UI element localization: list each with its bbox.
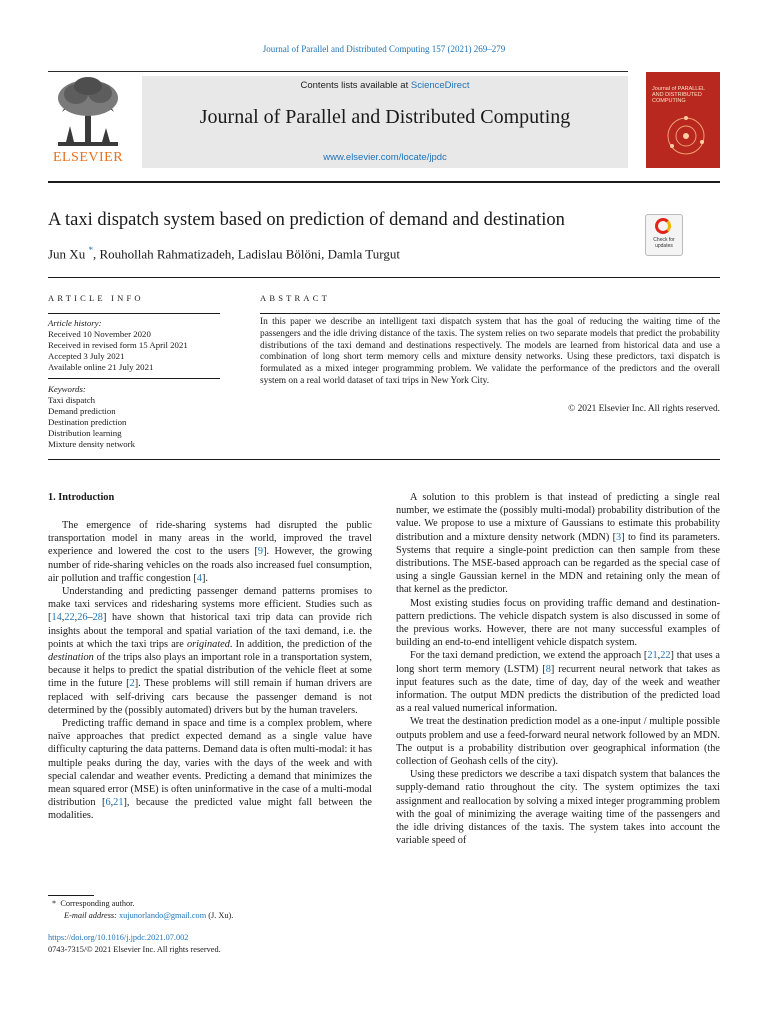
corresponding-author-note <box>52 899 135 908</box>
paragraph-text: , <box>61 612 65 624</box>
cover-title: Journal of PARALLEL AND DISTRIBUTED COMPUTING <box>652 86 705 104</box>
issn-line: 0743-7315/© 2021 Elsevier Inc. All rights reserved. <box>48 945 221 954</box>
citation-link[interactable]: 22 <box>660 650 671 662</box>
paragraph-text: ] recurrent neural network that takes as input features such as the date, time of day, day of the week and weather information. The output MDN predicts the distribution of the predicted load as a real valued numerical information. <box>396 663 720 715</box>
emphasis-text: destination <box>48 652 94 664</box>
keyword-item: Mixture density network <box>48 438 135 449</box>
paragraph-text: . In addition, the prediction of the <box>229 638 372 650</box>
body-paragraph <box>48 519 372 585</box>
citation-link[interactable]: 21 <box>113 797 124 809</box>
doi-link[interactable]: https://doi.org/10.1016/j.jpdc.2021.07.002 <box>48 933 189 942</box>
body-divider <box>48 459 720 460</box>
keyword-item: Distribution learning <box>48 427 122 438</box>
sciencedirect-link[interactable]: ScienceDirect <box>410 80 470 91</box>
author-name[interactable]: Jun Xu <box>48 246 86 262</box>
paragraph-text: , <box>110 797 114 809</box>
citation-link[interactable]: 28 <box>92 612 103 624</box>
citation-link[interactable]: 6 <box>105 797 111 809</box>
paragraph-text: of the trips also plays an important role in a transportation system, because it helps to predict the spatial distribution of the vehicle fleet at some time in the future [ <box>48 652 372 690</box>
paragraph-text: ]. <box>201 572 208 584</box>
history-item: Available online 21 July 2021 <box>48 361 154 372</box>
footnote-divider <box>48 895 94 896</box>
body-paragraph <box>396 491 720 597</box>
paragraph-text: The emergence of ride-sharing systems had disrupted the public transportation model in many areas in the world, improved the travel experience and lowered the cost to the users [ <box>48 520 372 558</box>
body-paragraph <box>48 585 372 717</box>
keyword-item: Taxi dispatch <box>48 394 96 405</box>
paragraph-text: ] to find its parameters. Systems that require a single-point prediction can then sample from these distributions. The MSE-based approach can be regarded as the special case of using a single Gaussian kernel in the MDN and retaining only the mean of that kernel as the predictor. <box>396 531 720 596</box>
keywords-divider <box>48 378 220 379</box>
citation-link[interactable]: 3 <box>616 531 622 543</box>
corresponding-author-marker[interactable]: * <box>88 245 93 255</box>
publisher-wordmark: ELSEVIER <box>52 150 124 165</box>
title-divider <box>48 277 720 278</box>
email-link[interactable]: xujunorlando@gmail.com <box>119 911 207 920</box>
keywords <box>48 384 220 449</box>
other-authors: , Rouhollah Rahmatizadeh, Ladislau Bölöni, Damla Turgut <box>92 246 400 262</box>
paragraph-text: ]. These problems will still remain if human drivers are replaced with self-driving cars because the passenger demand is not determined by the (possibly automated) drivers but by the human travelers. <box>48 678 372 716</box>
keyword-item: Destination prediction <box>48 416 127 427</box>
left-column <box>48 519 372 823</box>
journal-homepage-link[interactable]: www.elsevier.com/locate/jpdc <box>323 152 447 163</box>
keywords-label: Keywords: <box>48 384 86 394</box>
author-list <box>48 245 400 262</box>
paragraph-text: We treat the destination prediction model as a one-input / multiple possible outputs problem and use a feed-forward neural network followed by an MDN. The output is a probability distribution over geographical information (the collection of Geohash cells of the city). <box>396 716 720 768</box>
email-suffix: (J. Xu). <box>208 911 234 920</box>
citation-link[interactable]: 26 <box>77 612 88 624</box>
paragraph-text: Most existing studies focus on providing traffic demand and destination-pattern predictions. The vehicle dispatch system is also discussed in some of the previous works. However, there are not many successful examples of building an end-to-end intelligent vehicle dispatch system. <box>396 597 720 649</box>
top-divider <box>48 71 628 72</box>
email-note <box>64 911 233 920</box>
history-item: Received 10 November 2020 <box>48 328 151 339</box>
footnote-star: * <box>52 899 57 908</box>
updates-badge-label: Check for updates <box>653 237 675 249</box>
contents-prefix: Contents lists available at <box>300 80 411 91</box>
paragraph-text: – <box>87 612 93 624</box>
abstract-copyright: © 2021 Elsevier Inc. All rights reserved. <box>568 404 720 414</box>
history-item: Received in revised form 15 April 2021 <box>48 339 188 350</box>
citation-link[interactable]: 4 <box>196 572 202 584</box>
abstract-heading: ABSTRACT <box>260 293 330 303</box>
paragraph-text: , <box>657 650 661 662</box>
citation-link[interactable]: 14 <box>51 612 62 624</box>
right-column <box>396 491 720 847</box>
corresponding-label: Corresponding author. <box>60 899 135 908</box>
history-label: Article history: <box>48 318 102 328</box>
article-info-heading: ARTICLE INFO <box>48 293 144 303</box>
history-item: Accepted 3 July 2021 <box>48 350 125 361</box>
body-paragraph <box>396 597 720 650</box>
body-paragraph <box>48 717 372 823</box>
article-info-divider <box>48 313 220 314</box>
check-for-updates-badge[interactable] <box>645 214 683 256</box>
keyword-item: Demand prediction <box>48 405 116 416</box>
body-paragraph <box>396 715 720 768</box>
paragraph-text: , <box>74 612 78 624</box>
emphasis-text: originated <box>187 638 230 650</box>
updates-ring-icon <box>655 218 671 234</box>
citation-link[interactable]: 22 <box>64 612 75 624</box>
paragraph-text: ]. However, the growing number of ride-sharing vehicles on the roads also increased fuel consumption, air pollution and traffic congestion [ <box>48 546 372 584</box>
paragraph-text: ] have shown that historical taxi trip data can provide rich insights about the temporal and spatial variation of the taxi demand, i.e. the points at which the taxi trips are <box>48 612 372 650</box>
paragraph-text: ] that uses a long short term memory (LSTM) [ <box>396 650 720 675</box>
citation-link[interactable]: 8 <box>545 663 551 675</box>
paragraph-text: Predicting traffic demand in space and time is a complex problem, where naïve approaches that predict expected demand as a single value have difficulty capturing the data patterns. Demand data is often multi-modal: it has multiple peaks during the day, varies with the days of the week and with special calendar and weather events. Predicting a demand that minimizes the mean squared error (MSE) is often uninformative in the case of a multi-modal distribution [ <box>48 718 372 809</box>
paragraph-text: Understanding and predicting passenger demand patterns promises to make taxi services and ridesharing systems more efficient. Studies such as [ <box>48 586 372 624</box>
header-divider <box>48 181 720 183</box>
paragraph-text: A solution to this problem is that instead of predicting a single real number, we estimate the (possibly multi-modal) probability distribution of the value. We propose to use a mixture of Gaussians to estimate this probability distribution and a mixture density network (MDN) [ <box>396 492 720 543</box>
abstract-divider <box>260 313 720 314</box>
paragraph-text: ], because the predicted value might fall between the modalities. <box>48 797 372 822</box>
article-title: A taxi dispatch system based on prediction of demand and destination <box>48 210 565 230</box>
abstract-text: In this paper we describe an intelligent taxi dispatch system that has the goal of reducing the waiting time of the passengers and the idle driving distance of the taxis. The system relies on two separate models that predict the probability distributions of the taxi demand and destinations respectively. The models are learned from historical data and use a combination of long short term memory cells and mixture density networks. Using these predictors, taxi dispatch is formulated as a mixed integer programming problem. We validate the performance of the predictors and the overall system on a real world dataset of taxi trips in New York City. <box>260 317 720 386</box>
cover-network-graphic <box>664 114 708 158</box>
section-heading: 1. Introduction <box>48 492 115 503</box>
contents-available-line <box>142 80 628 91</box>
journal-cover-thumbnail <box>646 72 720 168</box>
body-paragraph <box>396 768 720 847</box>
body-paragraph <box>396 649 720 715</box>
journal-reference[interactable]: Journal of Parallel and Distributed Computing 157 (2021) 269–279 <box>262 44 506 54</box>
citation-link[interactable]: 9 <box>257 546 264 558</box>
citation-link[interactable]: 2 <box>129 678 135 690</box>
citation-link[interactable]: 21 <box>647 650 658 662</box>
paragraph-text: Using these predictors we describe a taxi dispatch system that balances the supply-demand ratio throughout the city. The system optimizes the taxi assignment and reallocation by solving a mixed integer programming problem with the goal of minimizing the average waiting time of the passengers and the idle driving distances of the taxis. The system takes into account the variable speed of <box>396 769 720 847</box>
paragraph-text: For the taxi demand prediction, we extend the approach [ <box>410 650 648 662</box>
journal-title: Journal of Parallel and Distributed Computing <box>199 106 571 128</box>
article-history <box>48 318 220 373</box>
email-label: E-mail address: <box>64 911 117 920</box>
